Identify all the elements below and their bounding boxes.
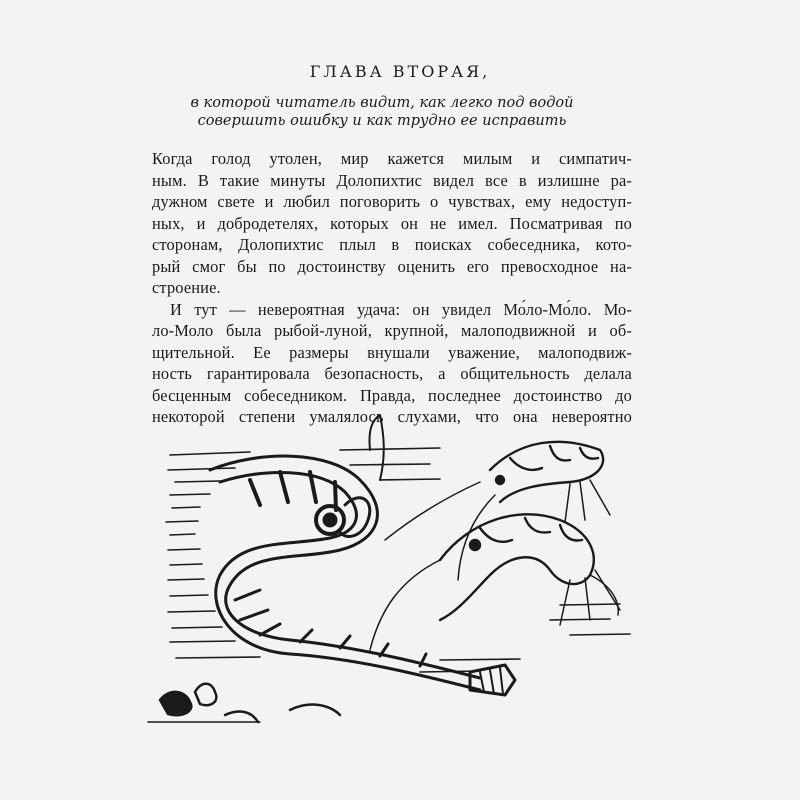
text-line: щительной. Ее размеры внушали уважение, малоподвиж- bbox=[152, 342, 632, 362]
body-text bbox=[152, 148, 632, 428]
text-line: дужном свете и любил поговорить о чувствах, ему недоступ- bbox=[152, 192, 632, 211]
text-line: ло-Моло была рыбой-луной, крупной, малоподвижной и об- bbox=[152, 321, 632, 340]
subtitle-line: в которой читатель видит, как легко под водой bbox=[190, 95, 574, 111]
text-line: ных, и добродетелях, которых он не имел. Посматривая по bbox=[152, 213, 632, 233]
text-line: ным. В такие минуты Долопихтис видел все в излишне ра- bbox=[152, 170, 632, 190]
text-line: Когда голод утолен, мир кажется милым и симпатич- bbox=[152, 149, 632, 168]
seafloor bbox=[148, 684, 340, 722]
underwater-illustration bbox=[140, 410, 660, 735]
chapter-title: ГЛАВА ВТОРАЯ, bbox=[309, 62, 491, 81]
text-line: некоторой степени умалялось слухами, что она невероятно bbox=[152, 407, 632, 426]
text-line: рый смог бы по достоинству оценить его превосходное на- bbox=[152, 256, 632, 276]
subtitle-line: совершить ошибку и как трудно ее исправить bbox=[197, 113, 567, 129]
text-line: ность гарантировала безопасность, а общительность делала bbox=[152, 364, 632, 383]
text-line: строение. bbox=[152, 278, 221, 297]
text-line: И тут — невероятная удача: он увидел Мо́ло-Мо́ло. Мо- bbox=[170, 299, 632, 319]
text-line: сторонам, Долопихтис плыл в поисках собеседника, кото- bbox=[152, 235, 632, 254]
shrimp-lower bbox=[370, 514, 620, 650]
text-line: бесценным собеседником. Правда, последнее достоинство до bbox=[152, 385, 632, 405]
dragonfish bbox=[210, 415, 515, 695]
chapter-subtitle bbox=[0, 94, 764, 130]
shrimp-upper bbox=[385, 442, 610, 580]
